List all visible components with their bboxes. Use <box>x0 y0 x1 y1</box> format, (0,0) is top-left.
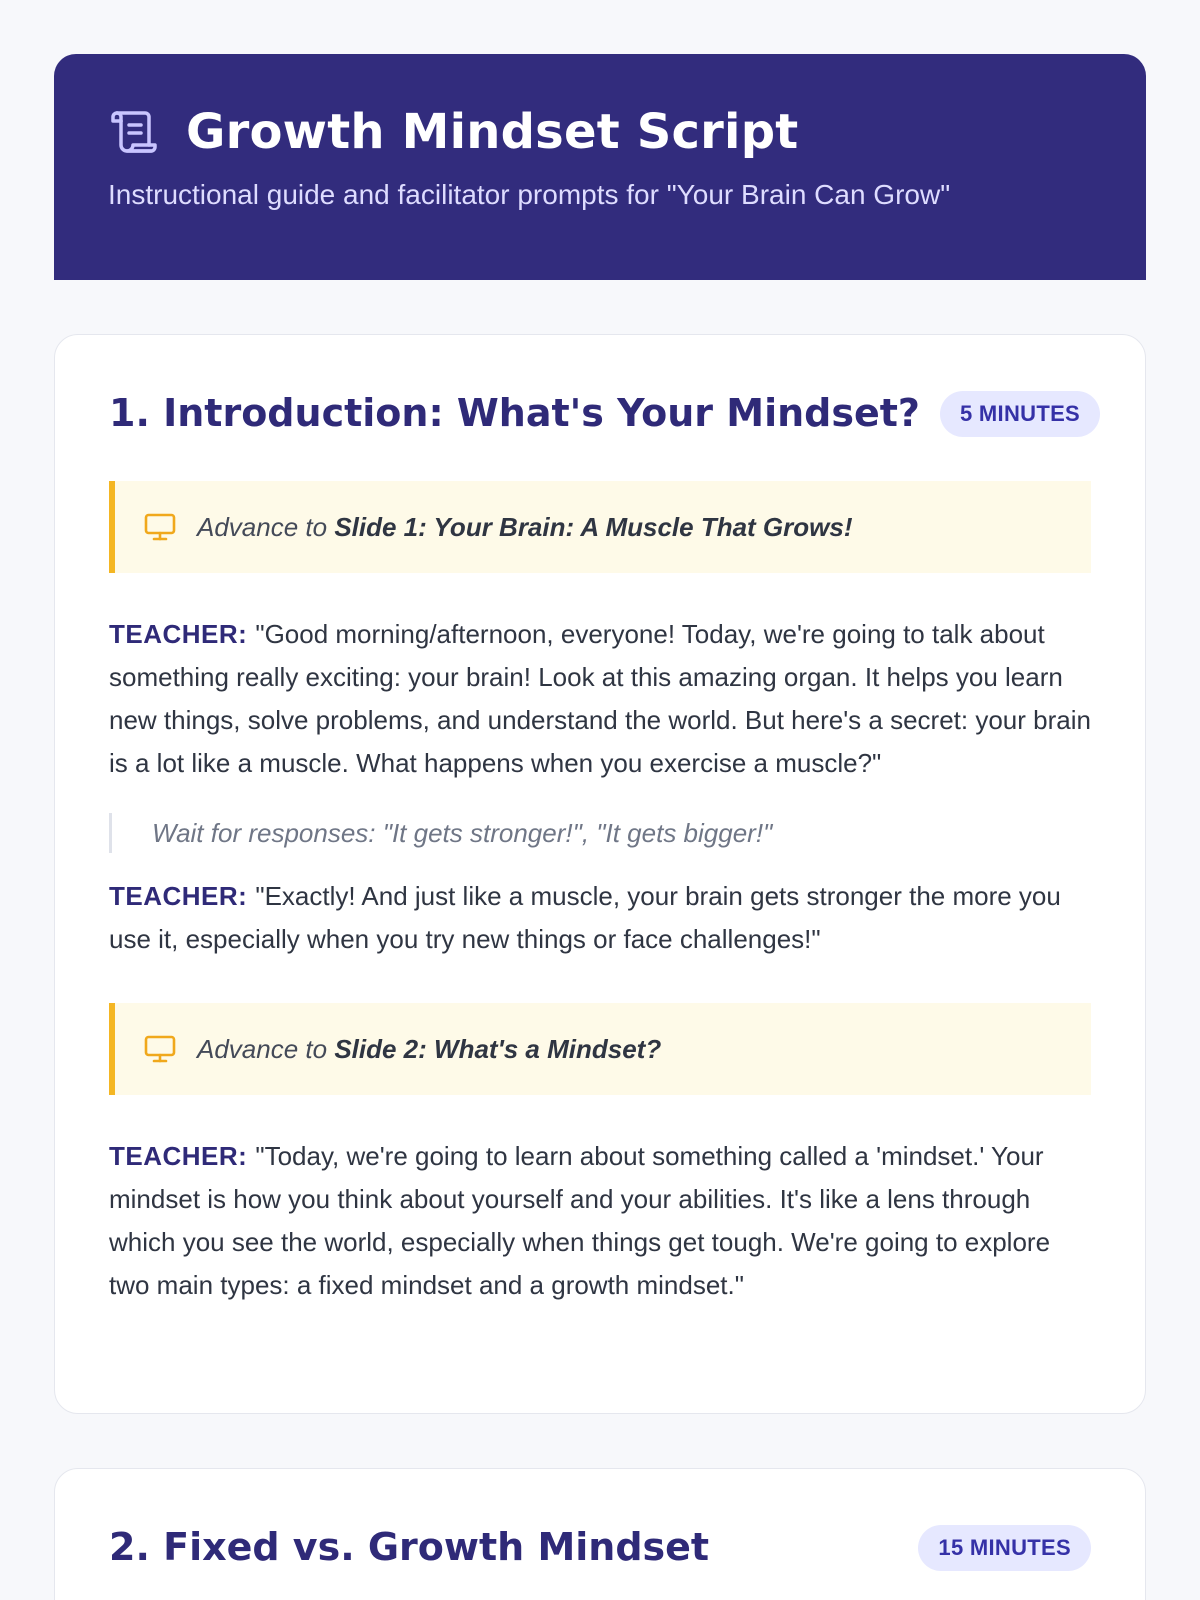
duration-badge: 15 MINUTES <box>918 1525 1091 1571</box>
page-subtitle: Instructional guide and facilitator prompts for "Your Brain Can Grow" <box>108 178 951 210</box>
speaker-label: TEACHER: <box>109 619 248 649</box>
cue-prefix: Advance to <box>197 1033 328 1064</box>
slide-cue <box>109 1003 1091 1095</box>
header-title-row <box>108 106 1092 159</box>
cue-prefix: Advance to <box>197 511 328 542</box>
section-header <box>109 391 1091 437</box>
slide-cue-text <box>197 1034 661 1065</box>
monitor-icon <box>143 1032 177 1066</box>
section-introduction <box>54 334 1146 1414</box>
cue-slide-name: Slide 2: What's a Mindset? <box>334 1033 662 1064</box>
section-title: 2. Fixed vs. Growth Mindset <box>109 1525 710 1570</box>
section-title: 1. Introduction: What's Your Mindset? <box>109 391 920 436</box>
cue-slide-name: Slide 1: Your Brain: A Muscle That Grows! <box>334 511 853 542</box>
page-title: Growth Mindset Script <box>186 104 799 160</box>
duration-badge: 5 MINUTES <box>940 391 1100 437</box>
teacher-dialogue: "Good morning/afternoon, everyone! Today, we're going to talk about something really exciting: your brain! Look at this amazing organ. It helps you learn new things, solve problems, and understand the world. But here's a secret: your brain is a lot like a muscle. What happens when you exercise a muscle?" <box>109 619 1091 778</box>
stage-direction: Wait for responses: "It gets stronger!", "It gets bigger!" <box>109 813 1091 853</box>
speaker-label: TEACHER: <box>109 1141 248 1171</box>
section-fixed-vs-growth <box>54 1468 1146 1600</box>
teacher-dialogue: "Exactly! And just like a muscle, your brain gets stronger the more you use it, especially when you try new things or face challenges!" <box>109 881 1061 954</box>
script-header <box>54 54 1146 280</box>
teacher-line <box>109 613 1091 785</box>
teacher-line <box>109 1135 1091 1307</box>
slide-cue <box>109 481 1091 573</box>
monitor-icon <box>143 510 177 544</box>
section-header <box>109 1525 1091 1571</box>
teacher-dialogue: "Today, we're going to learn about something called a 'mindset.' Your mindset is how you think about yourself and your abilities. It's like a lens through which you see the world, especially when things get tough. We're going to explore two main types: a fixed mindset and a growth mindset." <box>109 1141 1051 1300</box>
teacher-line <box>109 875 1091 961</box>
speaker-label: TEACHER: <box>109 881 248 911</box>
scroll-icon <box>108 106 160 158</box>
slide-cue-text <box>197 512 853 543</box>
